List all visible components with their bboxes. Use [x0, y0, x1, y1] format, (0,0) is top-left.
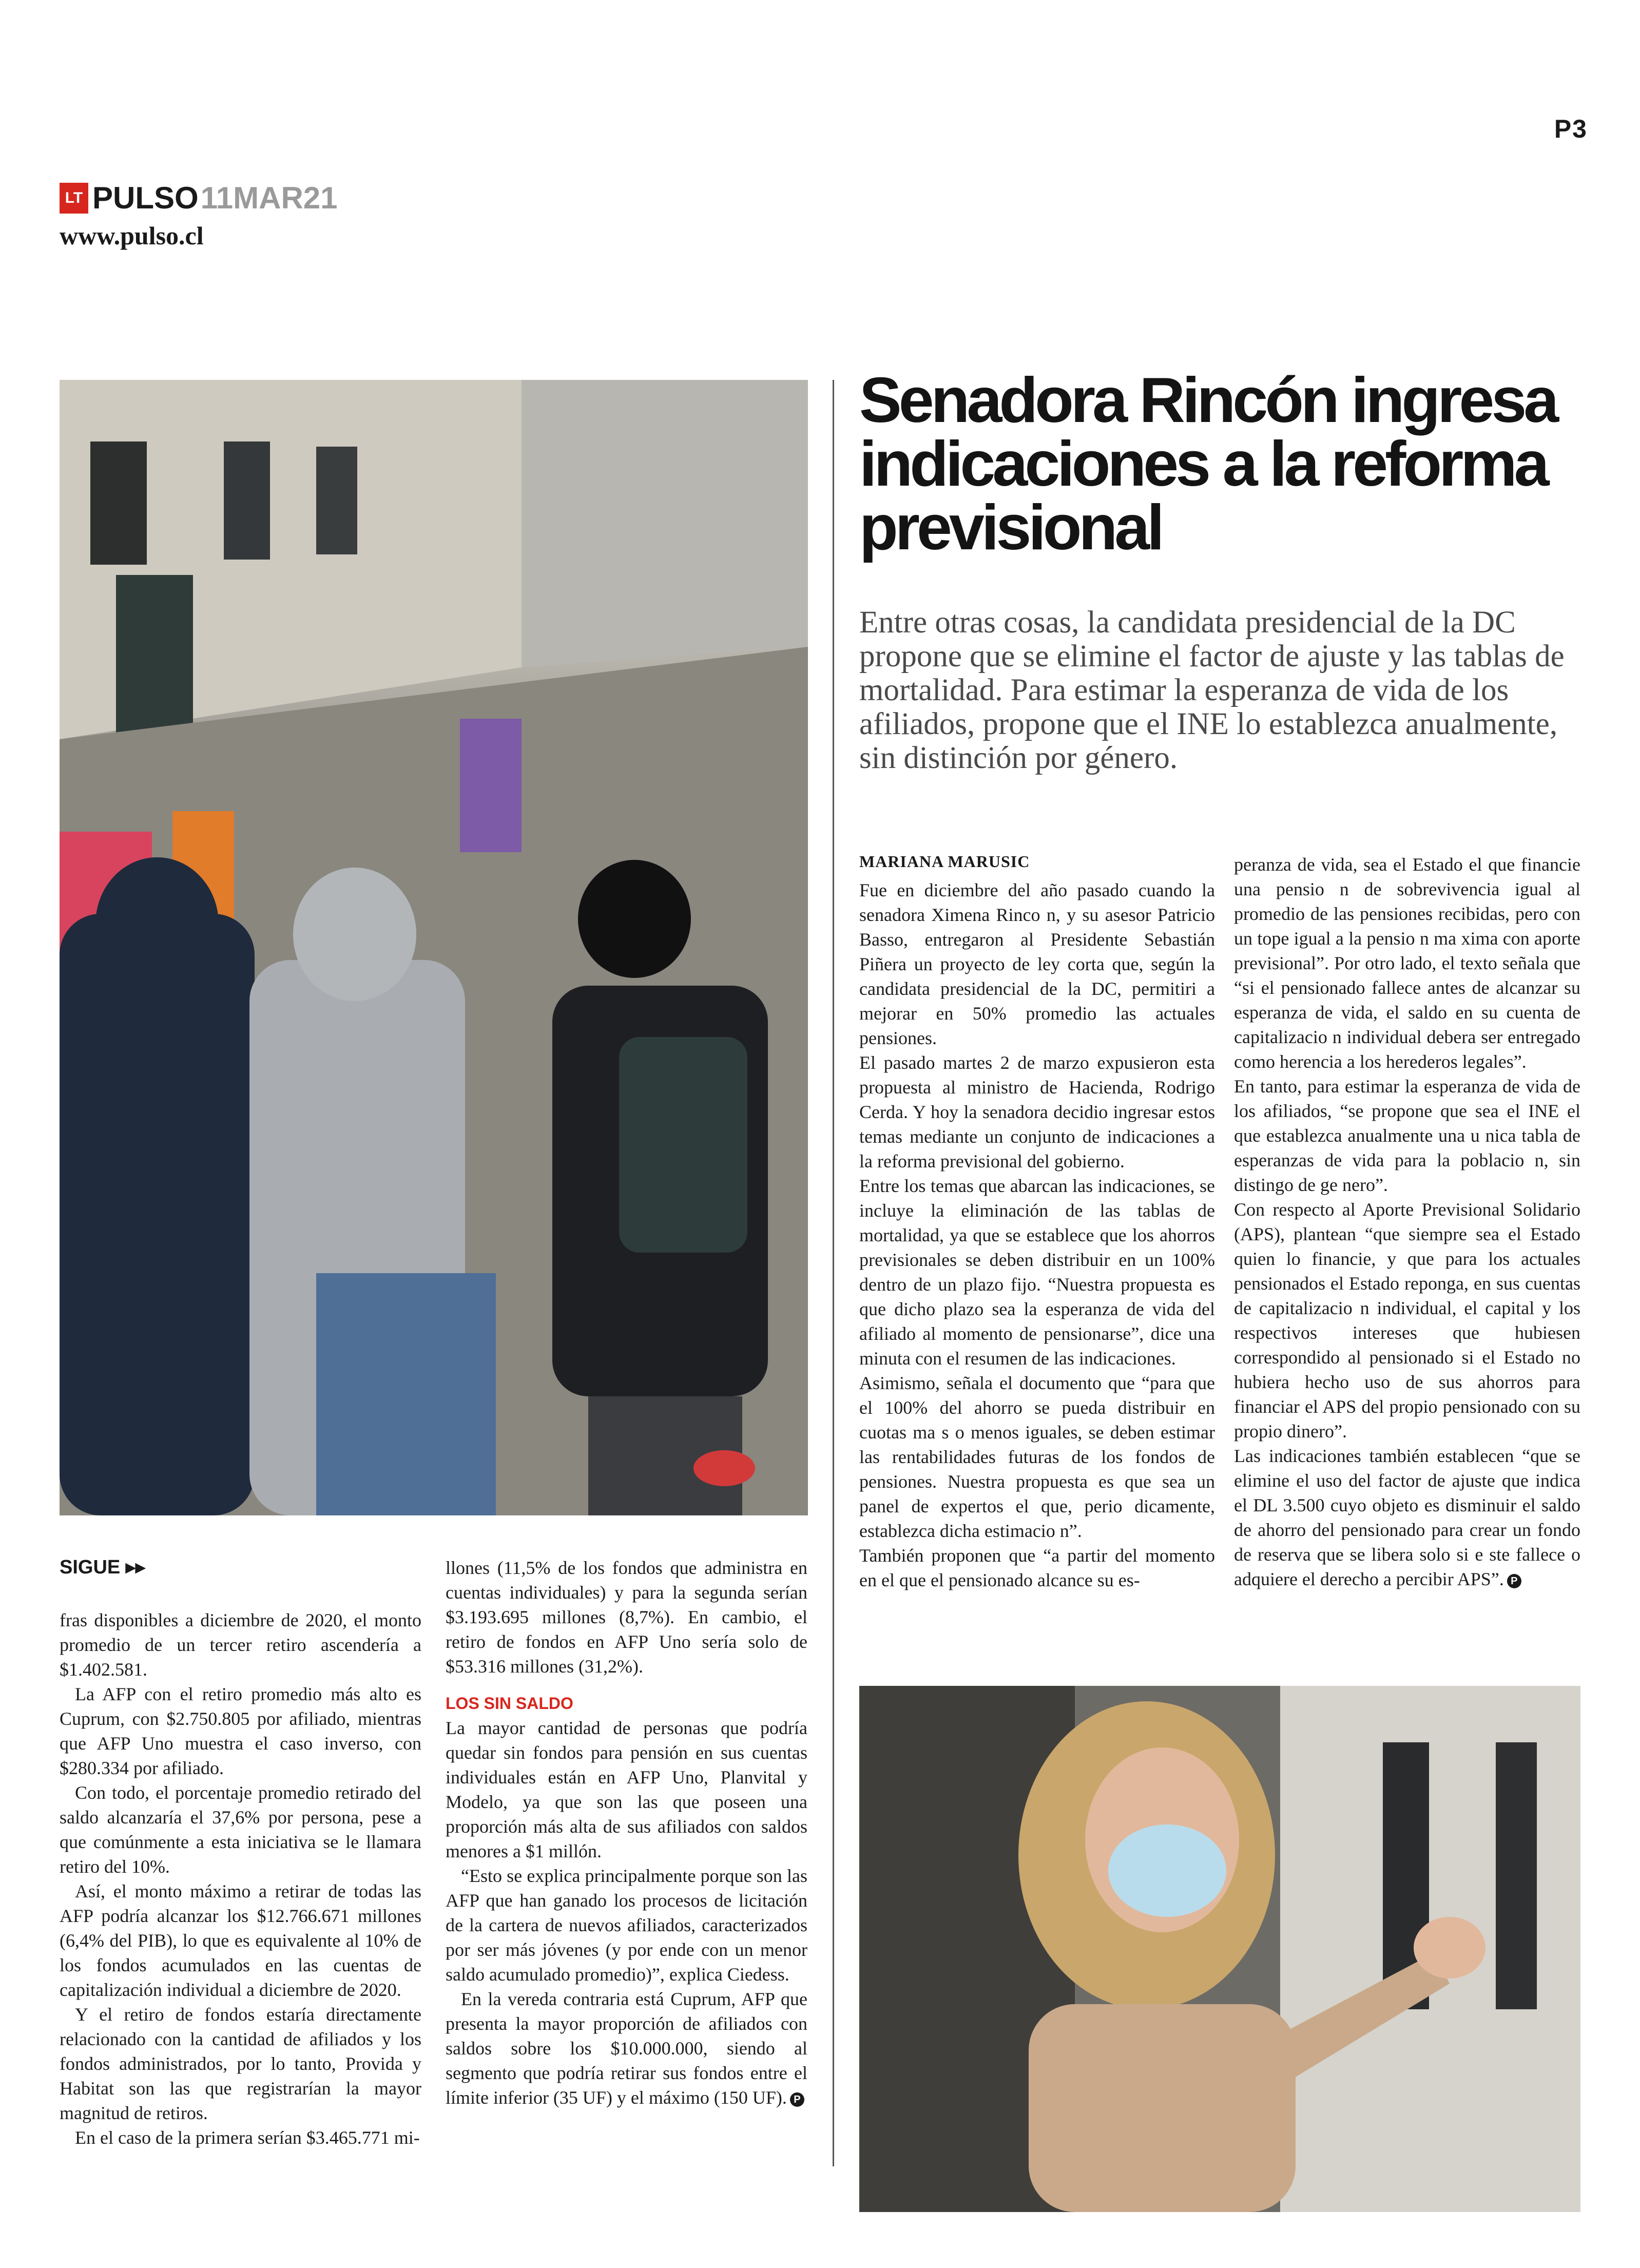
- paragraph: “Esto se explica principalmente porque son las AFP que han ganado los procesos de licitación de la cartera de nuevos afiliados, caracterizados por ser más jóvenes (y por ende con un menor saldo acumulado promedio)”, explica Ciedess.: [446, 1866, 807, 1985]
- paragraph: La AFP con el retiro promedio más alto es Cuprum, con $2.750.805 por afiliado, mientras que AFP Uno muestra el caso inverso, con $280.334 por afiliado.: [60, 1684, 421, 1778]
- paragraph: La mayor cantidad de personas que podría quedar sin fondos para pensión en sus cuentas individuales están en AFP Uno, Planvital y Modelo, ya que son las que poseen una proporción más alta de sus afiliados con saldos menores a $1 millón.: [446, 1718, 807, 1861]
- paragraph-last: [1234, 1444, 1580, 1591]
- article-column-1: [859, 878, 1215, 1592]
- end-of-article-icon: P: [1507, 1574, 1521, 1588]
- senator-photo-illustration: [859, 1686, 1580, 2212]
- paragraph: Asimismo, señala el documento que “para que el 100% del ahorro se pueda distribuir en cuotas ma s o menos iguales, se deben estimar las rentabilidades futuras de los fondos de pensiones. Nuestra propuesta es que sea un panel de expertos el que, perio dicamente, establezca dicha estimacio n”.: [859, 1373, 1215, 1541]
- paragraph: En tanto, para estimar la esperanza de vida de los afiliados, “se propone que sea el INE el que establezca anualmente una u nica tabla de esperanzas de vida para la poblacio n, sin distingo de ge nero”.: [1234, 1076, 1580, 1195]
- section-name: PULSO: [92, 181, 199, 215]
- continuation-column-2: [446, 1555, 807, 2110]
- paragraph: fras disponibles a diciembre de 2020, el monto promedio de un tercer retiro ascendería a $1.402.581.: [60, 1610, 421, 1680]
- masthead: [60, 180, 338, 214]
- continued-label: SIGUE ▸▸: [60, 1556, 145, 1578]
- paragraph: llones (11,5% de los fondos que administra en cuentas individuales) y para la segunda serían $3.193.695 millones (8,7%). En cambio, el retiro de fondos en AFP Uno sería solo de $53.316 millones (31,2%).: [446, 1558, 807, 1677]
- paragraph: Entre los temas que abarcan las indicaciones, se incluye la eliminación de las tablas de mortalidad, ya que se establece que los ahorros previsionales se deben distribuir en un 100% dentro de un plazo fijo. “Nuestra propuesta es que dicho plazo sea la esperanza de vida del afiliado al momento de pensionarse”, dice una minuta con el resumen de las indicaciones.: [859, 1176, 1215, 1369]
- byline: MARIANA MARUSIC: [859, 852, 1030, 871]
- paragraph: Fue en diciembre del año pasado cuando la senadora Ximena Rinco n, y su asesor Patricio Basso, entregaron al Presidente Sebastián Piñera un proyecto de ley corta que, según la candidata presidencial de la DC, permitiri a mejorar en 50% promedio las actuales pensiones.: [859, 880, 1215, 1048]
- paragraph: Así, el monto máximo a retirar de todas las AFP podría alcanzar los $12.766.671 millones (6,4% del PIB), lo que es equivalente al 10% de los fondos acumulados en las cuentas de capitalización individual a diciembre de 2020.: [60, 1881, 421, 2000]
- queue-photo-illustration: [60, 380, 808, 1515]
- paragraph-text: En la vereda contraria está Cuprum, AFP que presenta la mayor proporción de afiliados con saldos sobre los $10.000.000, siendo al segmento que podría retirar sus fondos entre el límite inferior (35 UF) y el máximo (150 UF).: [446, 1989, 807, 2108]
- paragraph-last: [446, 1987, 807, 2110]
- lt-logo-icon: LT: [60, 183, 88, 214]
- page-number: P3: [1554, 114, 1588, 143]
- paragraph: En el caso de la primera serían $3.465.771 mi-: [75, 2127, 420, 2148]
- paragraph: Y el retiro de fondos estaría directamente relacionado con la cantidad de afiliados y los fondos administrados, por lo tanto, Provida y Habitat son las que registrarían la mayor magnitud de retiros.: [60, 2004, 421, 2123]
- site-url[interactable]: www.pulso.cl: [60, 221, 204, 250]
- continuation-column-1: [60, 1608, 421, 2150]
- paragraph: También proponen que “a partir del momento en el que el pensionado alcance su es-: [859, 1545, 1215, 1590]
- issue-date: 11MAR21: [200, 181, 338, 215]
- paragraph: El pasado martes 2 de marzo expusieron esta propuesta al ministro de Hacienda, Rodrigo Cerda. Y hoy la senadora decidio ingresar estos temas mediante un conjunto de indicaciones a la reforma previsional del gobierno.: [859, 1052, 1215, 1171]
- paragraph: peranza de vida, sea el Estado el que financie una pensio n de sobrevivencia igual al promedio de las pensiones recibidas, pero con un tope igual a la pensio n ma xima con aporte previsional”. Por otro lado, el texto señala que “si el pensionado fallece antes de alcanzar su esperanza de vida, el saldo en su cuenta de capitalizacio n individual debera ser entregado como herencia a los herederos legales”.: [1234, 854, 1580, 1072]
- subhead: LOS SIN SALDO: [446, 1694, 573, 1713]
- paragraph: Con todo, el porcentaje promedio retirado del saldo alcanzaría el 37,6% por persona, pese a que comúnmente a esta iniciativa se le llamara retiro del 10%.: [60, 1782, 421, 1877]
- article-deck: Entre otras cosas, la candidata presidencial de la DC propone que se elimine el factor de ajuste y las tablas de mortalidad. Para estimar la esperanza de vida de los afiliados, propone que el INE lo establezca anualmente, sin distinción por género.: [859, 605, 1565, 775]
- article-column-2: [1234, 852, 1580, 1591]
- paragraph-text: Las indicaciones también establecen “que se elimine el uso del factor de ajuste que indica el DL 3.500 cuyo objeto es disminuir el saldo de ahorro del pensionado para crear un fondo de reserva que se libera solo si e ste fallece o adquiere el derecho a percibir APS”.: [1234, 1446, 1580, 1589]
- paragraph: Con respecto al Aporte Previsional Solidario (APS), plantean “que siempre sea el Estado quien lo financie, y que para los actuales pensionados el Estado reponga, en sus cuentas de capitalizacio n individual, el capital y los respectivos intereses que hubiesen correspondido al pensionado si el Estado no hubiera hecho uso de sus ahorros para financiar el APS del propio pensionado con su propio dinero”.: [1234, 1199, 1580, 1441]
- column-divider: [833, 380, 834, 2166]
- headline: Senadora Rincón ingresa indicaciones a la reforma previsional: [859, 365, 1556, 563]
- senator-photo: [859, 1686, 1580, 2212]
- queue-photo: [60, 380, 808, 1515]
- end-of-article-icon: P: [790, 2092, 804, 2107]
